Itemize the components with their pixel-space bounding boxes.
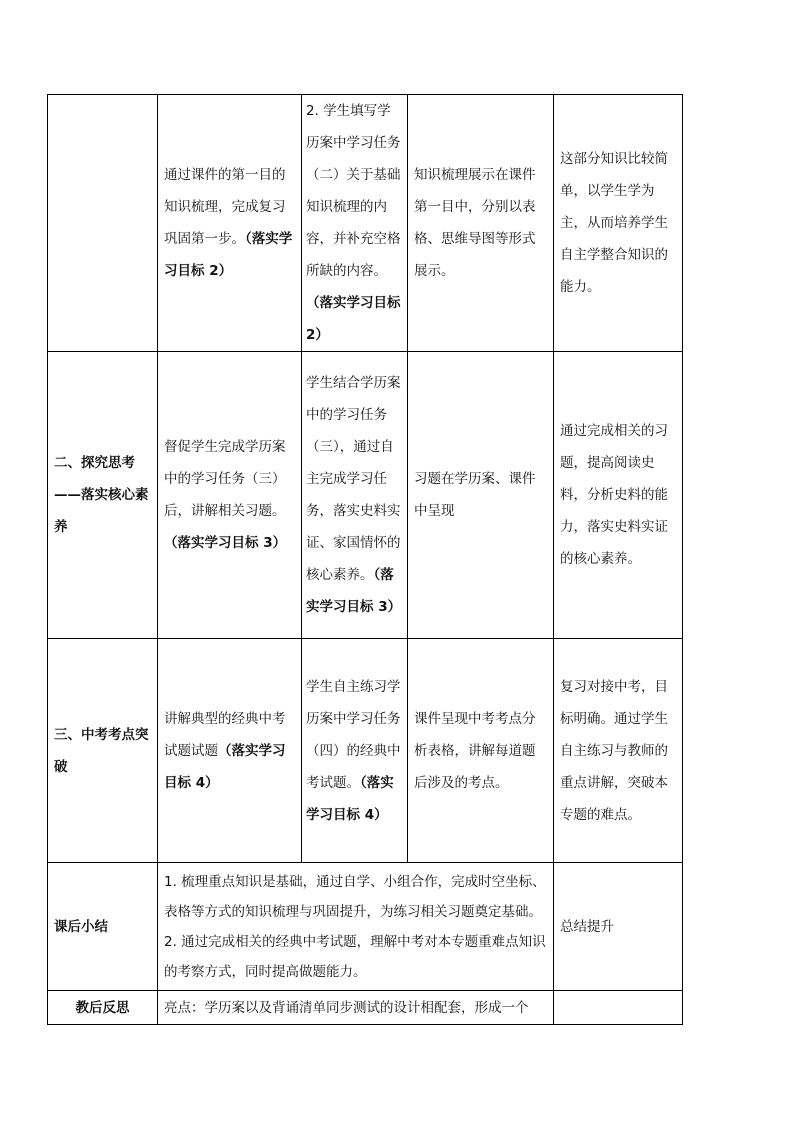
table-row bbox=[48, 95, 683, 352]
student-goal-label: （落实学习目标 3） bbox=[306, 567, 402, 615]
table-row bbox=[48, 352, 683, 639]
teacher-activity-text: 督促学生完成学历案中的学习任务（三）后，讲解相关习题。 bbox=[164, 439, 286, 519]
reflection-row bbox=[48, 991, 683, 1025]
media-cell: 习题在学历案、课件中呈现 bbox=[408, 352, 554, 639]
intent-cell: 复习对接中考，目标明确。通过学生自主练习与教师的重点讲解，突破本专题的难点。 bbox=[554, 639, 683, 863]
teacher-activity-cell bbox=[158, 352, 302, 639]
summary-point-1: 1. 梳理重点知识是基础，通过自学、小组合作，完成时空坐标、表格等方式的知识梳理与巩固提升，为练习相关习题奠定基础。 bbox=[164, 873, 546, 920]
student-activity-text: 学生自主练习学历案中学习任务（四）的经典中考试题。 bbox=[306, 678, 401, 791]
table-row bbox=[48, 639, 683, 863]
summary-right-cell: 总结提升 bbox=[554, 863, 683, 991]
intent-cell: 这部分知识比较简单，以学生学为主，从而培养学生自主学整合知识的能力。 bbox=[554, 95, 683, 352]
media-cell: 知识梳理展示在课件第一目中，分别以表格、思维导图等形式展示。 bbox=[408, 95, 554, 352]
student-activity-text: 学生结合学历案中的学习任务（三），通过自主完成学习任务，落实史料实证、家国情怀的核心素养。 bbox=[306, 375, 401, 583]
summary-point-2: 2. 通过完成相关的经典中考试题，理解中考对本专题重难点知识的考察方式，同时提高做题能力。 bbox=[164, 933, 546, 980]
student-activity-cell bbox=[302, 95, 408, 352]
stage-cell bbox=[48, 95, 158, 352]
lesson-plan-table bbox=[47, 94, 683, 1025]
student-goal-label: （落实学习目标 2） bbox=[306, 295, 401, 343]
summary-content bbox=[158, 863, 554, 991]
student-activity-text: 2. 学生填写学历案中学习任务（二）关于基础知识梳理的内容，并补充空格所缺的内容。 bbox=[306, 103, 401, 279]
reflection-right-cell bbox=[554, 991, 683, 1025]
teacher-goal-label: （落实学习目标 2） bbox=[164, 231, 293, 279]
stage-cell: 三、中考考点突破 bbox=[48, 639, 158, 863]
student-goal-label: （落实学习目标 4） bbox=[306, 774, 394, 823]
teacher-goal-label: （落实学习目标 4） bbox=[164, 742, 286, 791]
reflection-content: 亮点：学历案以及背诵清单同步测试的设计相配套，形成一个 bbox=[158, 991, 554, 1025]
summary-label: 课后小结 bbox=[48, 863, 158, 991]
reflection-label: 教后反思 bbox=[48, 991, 158, 1025]
teacher-activity-text: 通过课件的第一目的知识梳理，完成复习巩固第一步。 bbox=[164, 167, 286, 247]
media-cell: 课件呈现中考考点分析表格，讲解每道题后涉及的考点。 bbox=[408, 639, 554, 863]
teacher-goal-label: （落实学习目标 3） bbox=[164, 535, 287, 551]
student-activity-cell bbox=[302, 639, 408, 863]
stage-cell: 二、探究思考——落实核心素养 bbox=[48, 352, 158, 639]
teacher-activity-cell bbox=[158, 95, 302, 352]
intent-cell: 通过完成相关的习题，提高阅读史料，分析史料的能力，落实史料实证的核心素养。 bbox=[554, 352, 683, 639]
teacher-activity-cell bbox=[158, 639, 302, 863]
student-activity-cell bbox=[302, 352, 408, 639]
teacher-activity-text: 讲解典型的经典中考试题试题 bbox=[164, 710, 286, 759]
summary-row bbox=[48, 863, 683, 991]
